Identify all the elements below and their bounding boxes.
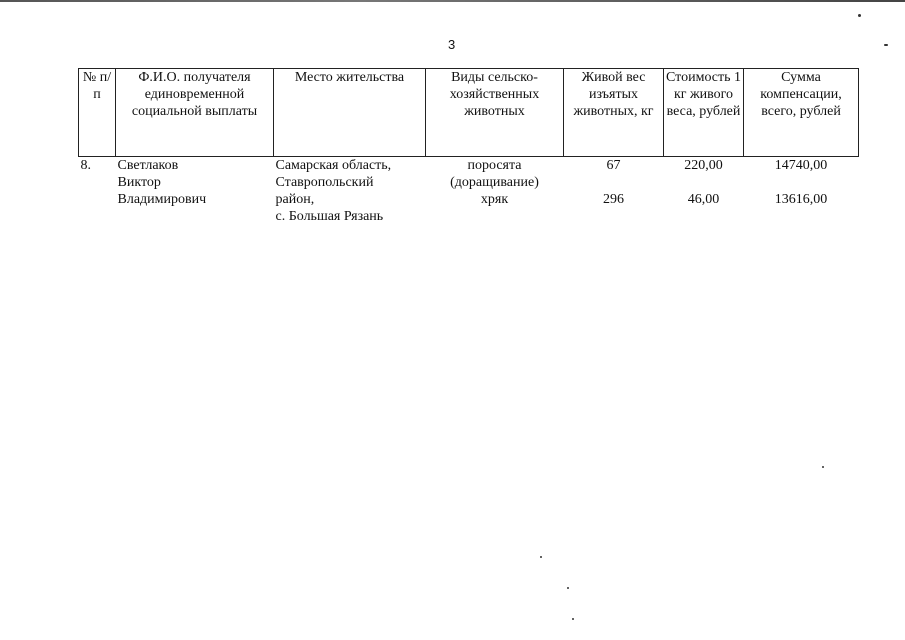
row-number: 8. bbox=[80, 158, 91, 173]
residence-district-suffix: район, bbox=[275, 192, 315, 207]
table-row bbox=[79, 157, 859, 226]
scan-speck bbox=[858, 14, 861, 17]
live-weight-1: 67 bbox=[606, 158, 621, 173]
header-live-weight: Живой вес изъятых животных, кг bbox=[564, 69, 664, 157]
header-number: № п/п bbox=[79, 69, 116, 157]
compensation-sum-2: 13616,00 bbox=[774, 192, 828, 207]
price-per-kg-1: 220,00 bbox=[684, 158, 723, 173]
header-price-per-kg: Стоимость 1 кг живого веса, рублей bbox=[664, 69, 744, 157]
table-header-row bbox=[79, 69, 859, 157]
scan-speck bbox=[822, 466, 824, 468]
live-weight-2: 296 bbox=[603, 192, 624, 207]
header-compensation-sum: Сумма компенсации, всего, рублей bbox=[744, 69, 859, 157]
residence bbox=[274, 157, 426, 226]
scan-speck bbox=[572, 618, 574, 620]
animal-kind-1-note: (доращивание) bbox=[450, 175, 539, 190]
fio-surname: Светлаков bbox=[117, 158, 179, 173]
scan-speck bbox=[567, 587, 569, 589]
prices-per-kg bbox=[664, 157, 744, 226]
recipient-name bbox=[116, 157, 274, 226]
compensation-sums bbox=[744, 157, 859, 226]
header-fio: Ф.И.О. получателя единовременной социальной выплаты bbox=[116, 69, 274, 157]
fio-patronymic: Владимирович bbox=[117, 192, 207, 207]
animal-kind-1: поросята bbox=[467, 158, 522, 173]
compensation-sum-1: 14740,00 bbox=[774, 158, 828, 173]
page-number: 3 bbox=[448, 37, 456, 52]
header-residence: Место жительства bbox=[274, 69, 426, 157]
animal-kinds bbox=[426, 157, 564, 226]
residence-district: Ставропольский bbox=[275, 175, 374, 190]
animal-kind-2: хряк bbox=[480, 192, 509, 207]
price-per-kg-2: 46,00 bbox=[687, 192, 720, 207]
residence-village: с. Большая Рязань bbox=[275, 209, 384, 224]
live-weights bbox=[564, 157, 664, 226]
header-animal-kind: Виды сельско-хозяйственных животных bbox=[426, 69, 564, 157]
compensation-table bbox=[78, 68, 859, 225]
fio-name: Виктор bbox=[117, 175, 161, 190]
scan-speck bbox=[540, 556, 542, 558]
scan-speck bbox=[884, 44, 888, 46]
scan-edge-line bbox=[0, 0, 905, 2]
residence-region: Самарская область, bbox=[275, 158, 392, 173]
